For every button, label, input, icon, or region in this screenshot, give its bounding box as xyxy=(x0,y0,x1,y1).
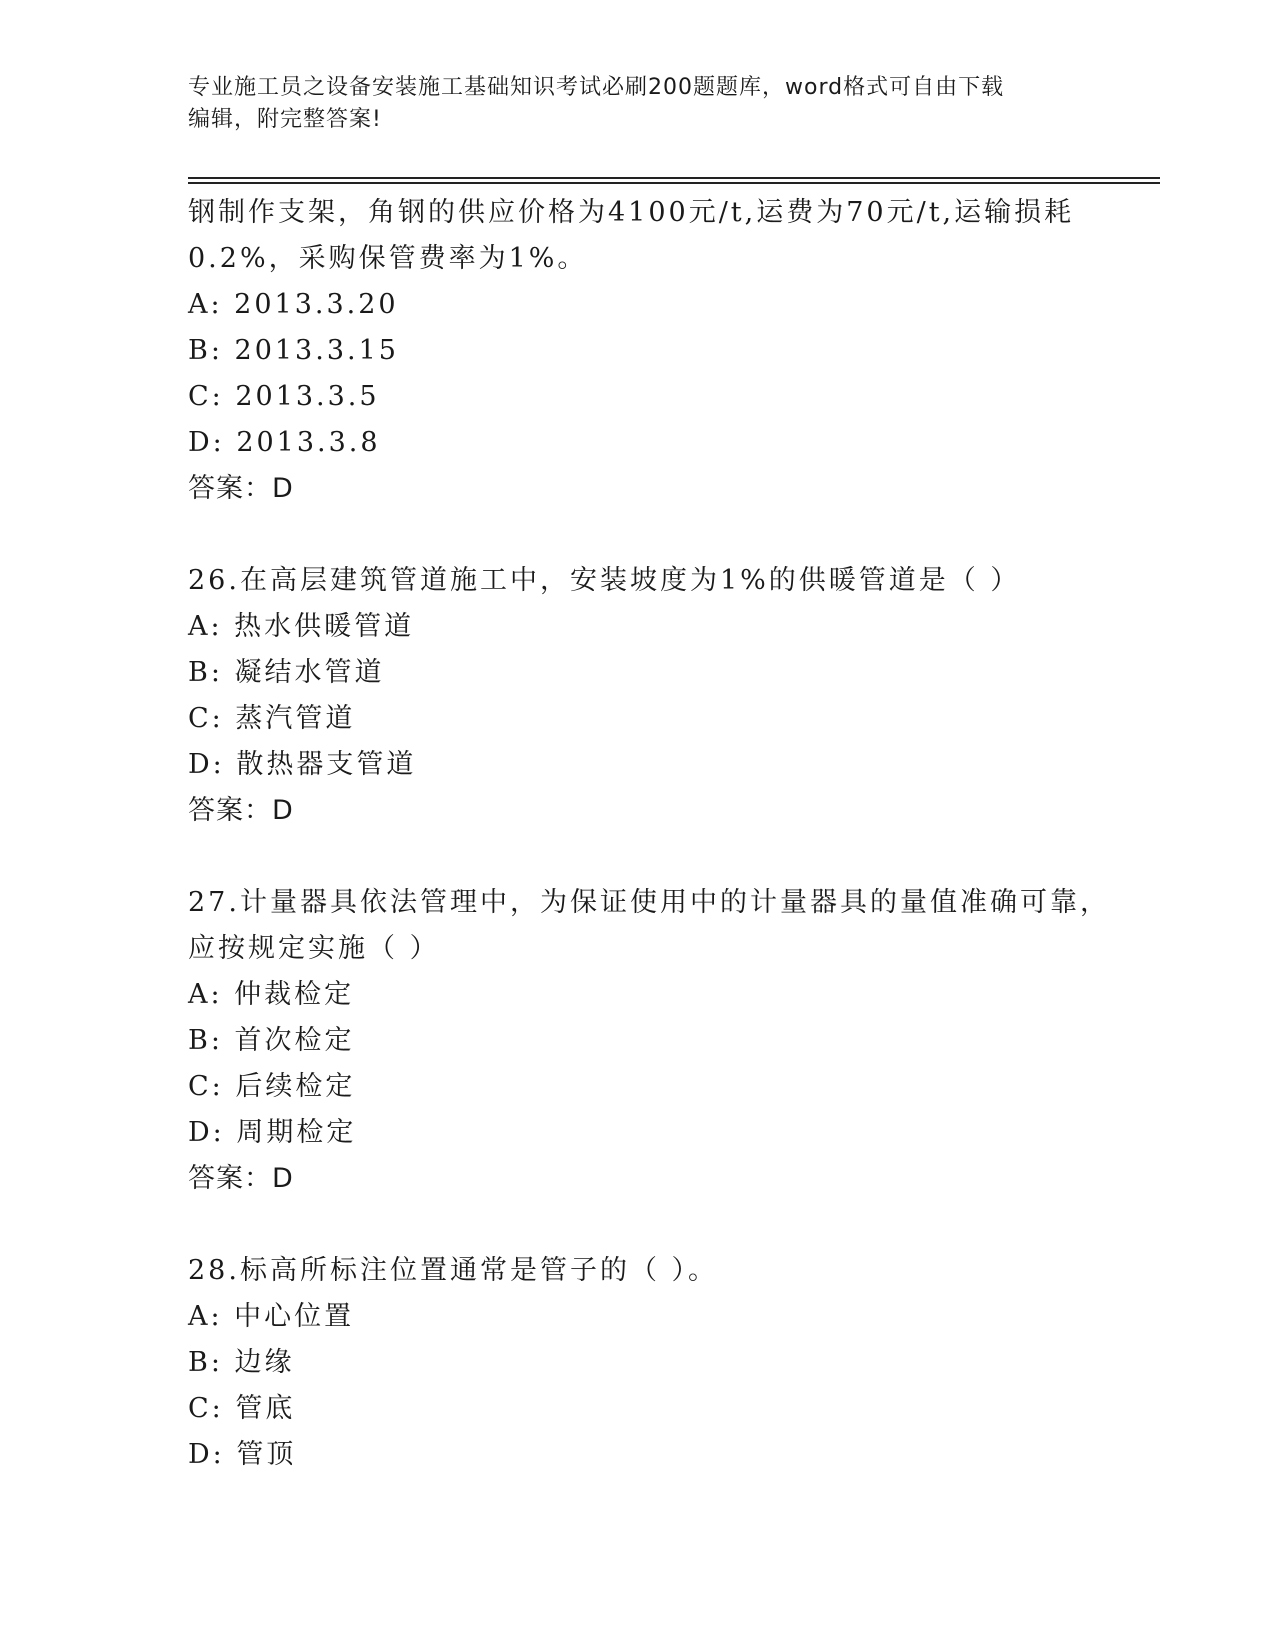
header-title-line-2: 编辑，附完整答案! xyxy=(188,107,382,132)
option-b: B: 凝结水管道 xyxy=(188,657,385,688)
spacer xyxy=(188,512,1138,558)
option-a: A: 仲裁检定 xyxy=(188,979,355,1010)
option-d: D: 管顶 xyxy=(188,1439,297,1470)
option-c: C: 管底 xyxy=(188,1393,296,1424)
option-c: C: 后续检定 xyxy=(188,1071,356,1102)
answer-line: 答案：D xyxy=(188,1163,294,1194)
option-c: C: 2013.3.5 xyxy=(188,381,380,412)
spacer xyxy=(188,834,1138,880)
question-text-line: 应按规定实施（ ） xyxy=(188,933,440,964)
question-text-line: 27.计量器具依法管理中，为保证使用中的计量器具的量值准确可靠， xyxy=(188,887,1110,918)
option-d: D: 2013.3.8 xyxy=(188,427,381,458)
question-27 xyxy=(188,880,1138,1202)
document-header xyxy=(188,72,1088,136)
question-26 xyxy=(188,558,1138,834)
option-a: A: 热水供暖管道 xyxy=(188,611,415,642)
option-d: D: 散热器支管道 xyxy=(188,749,417,780)
question-text-line: 钢制作支架，角钢的供应价格为4100元/t,运费为70元/t,运输损耗 xyxy=(188,197,1075,228)
option-b: B: 2013.3.15 xyxy=(188,335,399,366)
spacer xyxy=(188,1202,1138,1248)
option-d: D: 周期检定 xyxy=(188,1117,357,1148)
answer-line: 答案：D xyxy=(188,795,294,826)
question-text-line: 26.在高层建筑管道施工中，安装坡度为1%的供暖管道是（ ） xyxy=(188,565,1021,596)
option-b: B: 首次检定 xyxy=(188,1025,355,1056)
question-text-line: 28.标高所标注位置通常是管子的（ ）。 xyxy=(188,1255,719,1286)
header-divider-bottom xyxy=(188,182,1160,184)
option-b: B: 边缘 xyxy=(188,1347,295,1378)
header-title-line-1: 专业施工员之设备安装施工基础知识考试必刷200题题库，word格式可自由下载 xyxy=(188,75,1005,100)
option-a: A: 2013.3.20 xyxy=(188,289,399,320)
question-28 xyxy=(188,1248,1138,1478)
header-divider-top xyxy=(188,177,1160,179)
document-body xyxy=(188,190,1138,1478)
option-c: C: 蒸汽管道 xyxy=(188,703,356,734)
answer-line: 答案：D xyxy=(188,473,294,504)
question-text-line: 0.2%，采购保管费率为1%。 xyxy=(188,243,588,274)
option-a: A: 中心位置 xyxy=(188,1301,355,1332)
question-25-continued xyxy=(188,190,1138,512)
